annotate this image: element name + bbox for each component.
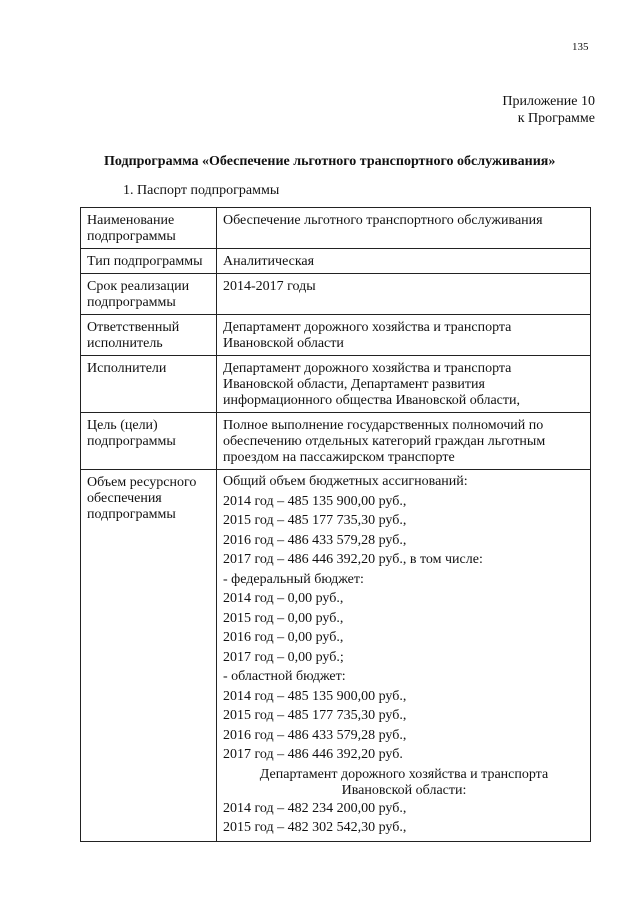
federal-line: 2017 год – 0,00 руб.; bbox=[223, 649, 344, 665]
row-label-goal bbox=[81, 413, 217, 470]
row-label-term bbox=[81, 274, 217, 315]
value-line: информационного общества Ивановской области, bbox=[223, 393, 520, 408]
section-subtitle: 1. Паспорт подпрограммы bbox=[123, 183, 280, 198]
table-row bbox=[81, 413, 591, 470]
table-row bbox=[81, 249, 591, 274]
appendix-line-2: к Программе bbox=[517, 111, 595, 126]
label-line: подпрограммы bbox=[87, 507, 176, 522]
value-line: Ивановской области, Департамент развития bbox=[223, 377, 485, 392]
label-line: Цель (цели) bbox=[87, 418, 158, 433]
row-label-name bbox=[81, 208, 217, 249]
total-line: 2014 год – 485 135 900,00 руб., bbox=[223, 493, 407, 509]
label-line: Наименование bbox=[87, 213, 175, 228]
row-value-type: Аналитическая bbox=[217, 249, 591, 274]
label-line: подпрограммы bbox=[87, 229, 176, 244]
table-row bbox=[81, 208, 591, 249]
value-line: обеспечению отдельных категорий граждан льготным bbox=[223, 434, 546, 449]
row-label-type: Тип подпрограммы bbox=[81, 249, 217, 274]
dept-title: Ивановской области: bbox=[341, 782, 467, 798]
label-line: исполнитель bbox=[87, 336, 163, 351]
table-row bbox=[81, 315, 591, 356]
page-number: 135 bbox=[572, 41, 589, 53]
federal-line: 2016 год – 0,00 руб., bbox=[223, 630, 344, 645]
appendix-header bbox=[502, 93, 595, 127]
label-line: Срок реализации bbox=[87, 279, 190, 294]
row-value-name: Обеспечение льготного транспортного обслуживания bbox=[217, 208, 591, 249]
federal-title: - федеральный бюджет: bbox=[223, 571, 364, 587]
row-value-executors bbox=[217, 356, 591, 413]
row-value-resources bbox=[217, 470, 591, 842]
label-line: обеспечения bbox=[87, 491, 162, 506]
regional-line: 2016 год – 486 433 579,28 руб., bbox=[223, 727, 407, 743]
value-line: Полное выполнение государственных полномочий по bbox=[223, 418, 544, 433]
federal-line: 2014 год – 0,00 руб., bbox=[223, 591, 344, 606]
value-line: Департамент дорожного хозяйства и транспорта bbox=[223, 361, 512, 376]
table-row bbox=[81, 274, 591, 315]
document-title: Подпрограмма «Обеспечение льготного транспортного обслуживания» bbox=[104, 154, 556, 169]
passport-table bbox=[80, 207, 591, 842]
table-row bbox=[81, 356, 591, 413]
label-line: подпрограммы bbox=[87, 295, 176, 310]
row-label-executors: Исполнители bbox=[81, 356, 217, 413]
row-value-term: 2014-2017 годы bbox=[217, 274, 591, 315]
label-line: подпрограммы bbox=[87, 434, 176, 449]
value-line: Департамент дорожного хозяйства и транспорта bbox=[223, 320, 512, 335]
regional-line: 2015 год – 485 177 735,30 руб., bbox=[223, 708, 407, 723]
regional-line: 2014 год – 485 135 900,00 руб., bbox=[223, 688, 407, 704]
regional-line: 2017 год – 486 446 392,20 руб. bbox=[223, 747, 403, 762]
total-line: 2016 год – 486 433 579,28 руб., bbox=[223, 532, 407, 548]
federal-line: 2015 год – 0,00 руб., bbox=[223, 610, 344, 626]
value-line: проездом на пассажирском транспорте bbox=[223, 450, 455, 465]
total-line: 2015 год – 485 177 735,30 руб., bbox=[223, 513, 407, 528]
dept-line: 2015 год – 482 302 542,30 руб., bbox=[223, 820, 407, 835]
label-line: Ответственный bbox=[87, 320, 180, 335]
row-label-resources bbox=[81, 470, 217, 842]
table-row bbox=[81, 470, 591, 842]
appendix-line-1: Приложение 10 bbox=[502, 94, 595, 109]
label-line: Объем ресурсного bbox=[87, 475, 197, 490]
row-label-responsible bbox=[81, 315, 217, 356]
regional-title: - областной бюджет: bbox=[223, 669, 346, 684]
value-line: Ивановской области bbox=[223, 336, 344, 351]
row-value-responsible bbox=[217, 315, 591, 356]
row-value-goal bbox=[217, 413, 591, 470]
dept-title: Департамент дорожного хозяйства и транспорта bbox=[259, 766, 549, 782]
total-title: Общий объем бюджетных ассигнований: bbox=[223, 474, 468, 489]
total-line: 2017 год – 486 446 392,20 руб., в том числе: bbox=[223, 552, 483, 567]
dept-line: 2014 год – 482 234 200,00 руб., bbox=[223, 800, 407, 816]
